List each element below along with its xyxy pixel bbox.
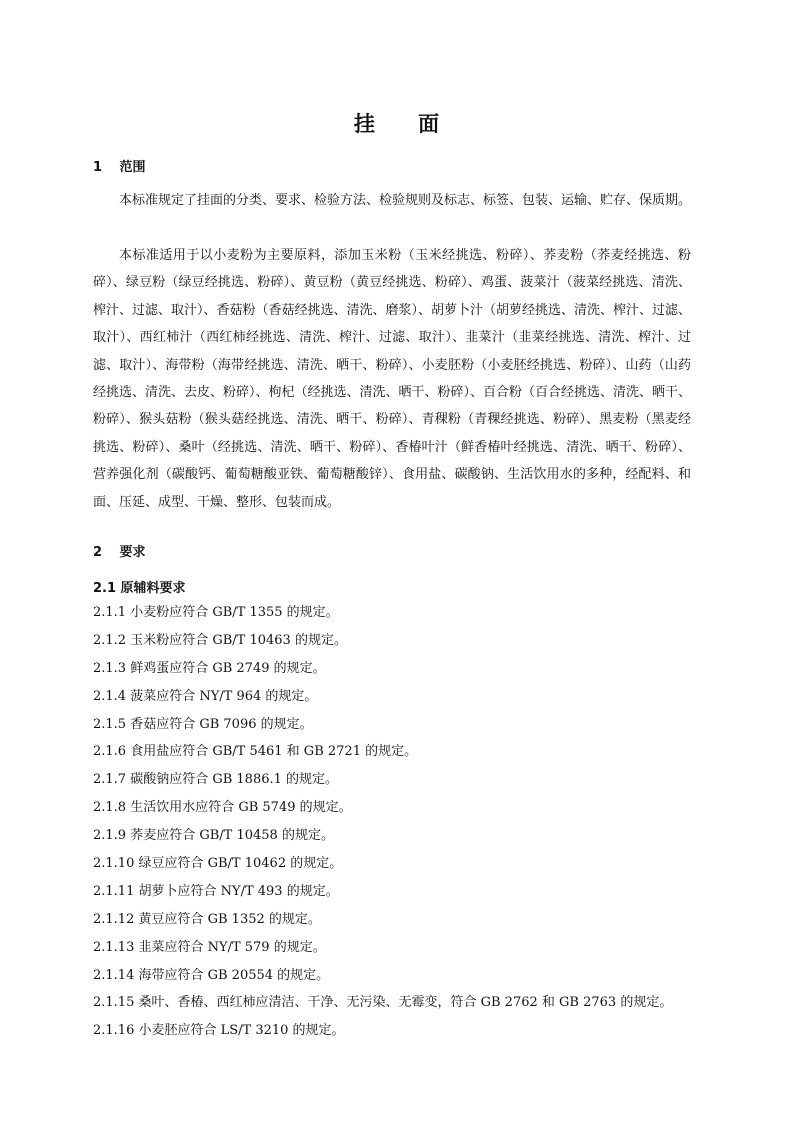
page-title: 挂 面	[353, 112, 458, 136]
list-item: 2.1.13 韭菜应符合 NY/T 579 的规定。	[93, 939, 326, 955]
list-item: 2.1.10 绿豆应符合 GB/T 10462 的规定。	[93, 856, 343, 872]
section-2-number: 2	[93, 545, 103, 560]
section-1-title: 范围	[119, 160, 146, 175]
requirements-list	[93, 603, 672, 1049]
list-item: 2.1.3 鲜鸡蛋应符合 GB 2749 的规定。	[93, 660, 326, 676]
list-item: 2.1.8 生活饮用水应符合 GB 5749 的规定。	[93, 800, 352, 816]
list-item: 2.1.1 小麦粉应符合 GB/T 1355 的规定。	[93, 605, 339, 620]
section-1-number: 1	[93, 160, 103, 175]
scope-paragraph-1: 本标准规定了挂面的分类、要求、检验方法、检验规则及标志、标签、包装、运输、贮存、保质期。	[119, 193, 692, 208]
list-item: 2.1.6 食用盐应符合 GB/T 5461 和 GB 2721 的规定。	[93, 744, 418, 760]
list-item: 2.1.4 菠菜应符合 NY/T 964 的规定。	[93, 688, 318, 704]
section-1-heading	[93, 156, 146, 175]
section-2-title: 要求	[119, 545, 146, 560]
list-item: 2.1.14 海带应符合 GB 20554 的规定。	[93, 967, 330, 983]
list-item: 2.1.12 黄豆应符合 GB 1352 的规定。	[93, 911, 321, 927]
list-item: 2.1.11 胡萝卜应符合 NY/T 493 的规定。	[93, 883, 339, 899]
list-item: 2.1.15 桑叶、香椿、西红柿应清洁、干净、无污染、无霉变，符合 GB 2762 和 GB 2763 的规定。	[93, 995, 673, 1011]
list-item: 2.1.5 香菇应符合 GB 7096 的规定。	[93, 716, 313, 732]
list-item: 2.1.2 玉米粉应符合 GB/T 10463 的规定。	[93, 632, 347, 648]
list-item: 2.1.7 碳酸钠应符合 GB 1886.1 的规定。	[93, 772, 339, 788]
scope-paragraph-2: 本标准适用于以小麦粉为主要原料，添加玉米粉（玉米经挑选、粉碎）、荞麦粉（荞麦经挑选、粉碎）、绿豆粉（绿豆经挑选、粉碎）、黄豆粉（黄豆经挑选、粉碎）、鸡蛋、菠菜汁（菠菜经挑选、清洗、榨汁、过滤、取汁）、香菇粉（香菇经挑选、清洗、磨浆）、胡萝卜汁（胡萝经挑选、清洗、榨汁、过滤、取汁）、西红柿汁（西红柿经挑选、清洗、榨汁、过滤、取汁）、韭菜汁（韭菜经挑选、清洗、榨汁、过滤、取汁）、海带粉（海带经挑选、清洗、晒干、粉碎）、小麦胚粉（小麦胚经挑选、粉碎）、山药（山药经挑选、清洗、去皮、粉碎）、枸杞（经挑选、清洗、晒干、粉碎）、百合粉（百合经挑选、清洗、晒干、粉碎）、猴头菇粉（猴头菇经挑选、清洗、晒干、粉碎）、青稞粉（青稞经挑选、粉碎）、黑麦粉（黑麦经挑选、粉碎）、桑叶（经挑选、清洗、晒干、粉碎）、香椿叶汁（鲜香椿叶经挑选、清洗、晒干、粉碎）、营养强化剂（碳酸钙、葡萄糖酸亚铁、葡萄糖酸锌）、食用盐、碳酸钠、生活饮用水的多种，经配料、和面、压延、成型、干燥、整形、包装而成。	[93, 248, 692, 510]
list-item: 2.1.16 小麦胚应符合 LS/T 3210 的规定。	[93, 1023, 345, 1039]
list-item: 2.1.9 荞麦应符合 GB/T 10458 的规定。	[93, 828, 334, 844]
subsection-2-1-heading: 2.1 原辅料要求	[93, 581, 186, 596]
section-2-heading	[93, 541, 146, 560]
